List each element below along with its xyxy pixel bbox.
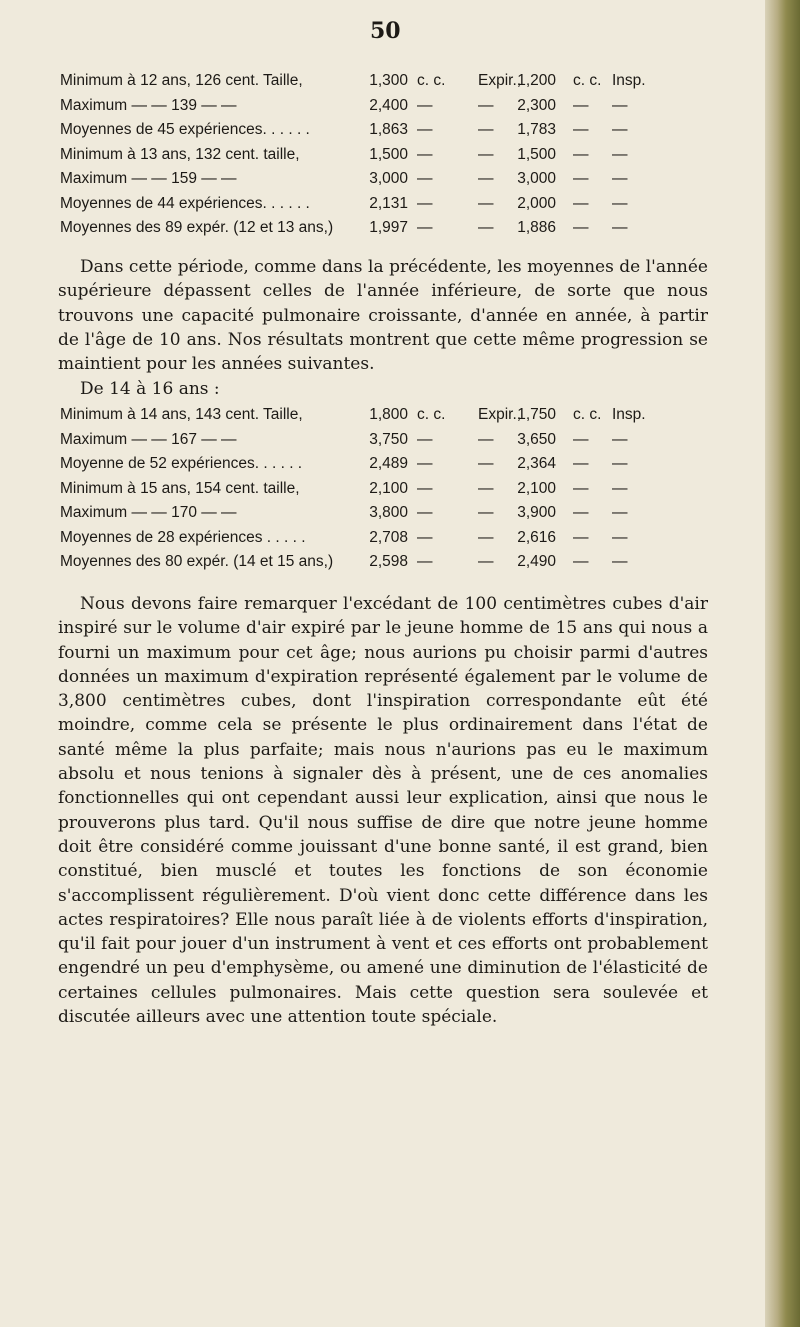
- table-cell-v1: 2,598: [369, 553, 408, 570]
- table-cell-d4: —: [612, 219, 628, 236]
- table-cell-d1: —: [417, 504, 433, 521]
- table-cell-d2: —: [478, 553, 494, 570]
- table-cell-d2: —: [478, 528, 494, 546]
- table-cell-d2: —: [478, 194, 494, 212]
- table-cell-d1: —: [417, 170, 433, 187]
- table-cell-d4: Insp.: [612, 72, 646, 89]
- table-cell-d2: Expir.,: [478, 406, 522, 423]
- table-cell-v2: 1,200: [517, 72, 556, 89]
- measurement-table-12-13: [60, 72, 700, 244]
- table-cell-d4: —: [612, 455, 628, 472]
- table-cell-d3: —: [573, 479, 589, 497]
- table-cell-d4: —: [612, 96, 628, 114]
- table-cell-d3: c. c.: [573, 406, 602, 423]
- table-cell-d3: —: [573, 96, 589, 114]
- table-cell-label: Maximum — — 139 — —: [60, 96, 237, 114]
- table-cell-label: Moyennes de 44 expériences. . . . . .: [60, 194, 310, 212]
- table-cell-v1: 1,500: [369, 145, 408, 163]
- table-cell-d1: —: [417, 455, 433, 472]
- table-cell-v1: 2,400: [369, 96, 408, 114]
- table-cell-label: Maximum — — 159 — —: [60, 170, 237, 187]
- table-cell-v1: 2,489: [369, 455, 408, 472]
- table-cell-d3: —: [573, 121, 589, 138]
- table-cell-d1: —: [417, 528, 433, 546]
- table-cell-d2: —: [478, 430, 494, 448]
- table-row: [60, 455, 700, 480]
- table-cell-v2: 2,616: [517, 528, 556, 546]
- table-cell-d1: —: [417, 121, 433, 138]
- table-cell-v1: 3,750: [369, 430, 408, 448]
- table-row: [60, 146, 700, 171]
- table-cell-d4: —: [612, 121, 628, 138]
- table-cell-v1: 3,000: [369, 170, 408, 187]
- table-cell-v2: 1,500: [517, 145, 556, 163]
- table-cell-v1: 2,100: [369, 479, 408, 497]
- table-cell-d4: —: [612, 553, 628, 570]
- table-cell-d3: —: [573, 219, 589, 236]
- table-cell-d3: —: [573, 170, 589, 187]
- table-cell-label: Maximum — — 167 — —: [60, 430, 237, 448]
- table-cell-label: Moyennes de 28 expériences . . . . .: [60, 528, 306, 546]
- table-cell-d3: —: [573, 430, 589, 448]
- paragraph-anomaly-text: Nous devons faire remarquer l'excédant de 100 centimètres cubes d'air inspiré sur le volume d'air expiré par le jeune homme de 15 ans qui nous a fourni un maximum pour cet âge; nous aurions pu choisir parmi d'autres données un maximum d'expiration représenté également par le volume de 3,800 centimètres cubes, dont l'inspiration correspondante eût été moindre, comme cela se présente le plus ordinairement dans l'état de santé même la plus parfaite; mais nous n'aurions pas eu le maximum absolu et nous tenions à signaler dès à présent, une de ces anomalies fonctionnelles qui ont cependant aussi leur explication, ainsi que nous le prouverons plus tard. Qu'il nous suffise de dire que notre jeune homme doit être considéré comme jouissant d'une bonne santé, il est grand, bien constitué, bien musclé et toutes les fonctions de son économie s'accomplissent régulièrement. D'où vient donc cette différence dans les actes respiratoires? Elle nous paraît liée à de violents efforts d'inspiration, qu'il fait pour jouer d'un instrument à vent et ces efforts ont probablement engendré un peu d'emphysème, ou amené une diminution de l'élasticité de certaines cellules pulmonaires. Mais cette question sera soulevée et discutée ailleurs avec une attention toute spéciale.: [58, 594, 708, 1028]
- table-cell-v2: 3,900: [517, 504, 556, 521]
- table-cell-d3: —: [573, 528, 589, 546]
- page-number: 50: [370, 18, 401, 44]
- table-cell-d4: —: [612, 194, 628, 212]
- table-cell-d2: —: [478, 96, 494, 114]
- paragraph-progression: [58, 255, 708, 376]
- table-cell-d1: —: [417, 194, 433, 212]
- page-edge-shadow: [765, 0, 800, 1327]
- table-row: [60, 480, 700, 505]
- table-cell-v2: 1,783: [517, 121, 556, 138]
- table-cell-d2: —: [478, 455, 494, 472]
- table-row: [60, 504, 700, 529]
- table-cell-d4: —: [612, 528, 628, 546]
- table-cell-v1: 1,300: [369, 72, 408, 89]
- table-cell-d1: c. c.: [417, 72, 446, 89]
- table-cell-label: Moyennes des 89 expér. (12 et 13 ans,): [60, 219, 334, 236]
- table-row: [60, 97, 700, 122]
- table-cell-d2: Expir.,: [478, 72, 522, 89]
- table-cell-d3: —: [573, 455, 589, 472]
- table-cell-d3: —: [573, 504, 589, 521]
- table-cell-v2: 2,300: [517, 96, 556, 114]
- table-cell-label: Minimum à 12 ans, 126 cent. Taille,: [60, 72, 303, 89]
- table-cell-d3: c. c.: [573, 72, 602, 89]
- table-cell-label: Minimum à 14 ans, 143 cent. Taille,: [60, 406, 303, 423]
- table-cell-v2: 3,650: [517, 430, 556, 448]
- table-cell-v2: 3,000: [517, 170, 556, 187]
- table-cell-v2: 1,886: [517, 219, 556, 236]
- table-cell-v1: 3,800: [369, 504, 408, 521]
- table-cell-v2: 2,100: [517, 479, 556, 497]
- table-cell-v1: 2,131: [369, 194, 408, 212]
- table-cell-v2: 2,490: [517, 553, 556, 570]
- table-cell-v2: 1,750: [517, 406, 556, 423]
- table-row: [60, 170, 700, 195]
- table-cell-d3: —: [573, 194, 589, 212]
- table-cell-d4: —: [612, 479, 628, 497]
- table-cell-d1: —: [417, 553, 433, 570]
- measurement-table-14-16: [60, 406, 700, 578]
- table-cell-label: Moyennes des 80 expér. (14 et 15 ans,): [60, 553, 334, 570]
- table-cell-v1: 1,863: [369, 121, 408, 138]
- table-cell-v2: 2,364: [517, 455, 556, 472]
- paragraph-anomaly: [58, 592, 708, 1029]
- table-row: [60, 553, 700, 578]
- table-row: [60, 121, 700, 146]
- table-cell-label: Maximum — — 170 — —: [60, 504, 237, 521]
- table-cell-d3: —: [573, 553, 589, 570]
- table-cell-v2: 2,000: [517, 194, 556, 212]
- table-row: [60, 529, 700, 554]
- table-cell-d1: —: [417, 430, 433, 448]
- table-cell-label: Minimum à 13 ans, 132 cent. taille,: [60, 145, 300, 163]
- table-row: [60, 195, 700, 220]
- table-cell-d1: —: [417, 479, 433, 497]
- table-row: [60, 219, 700, 244]
- table-cell-d3: —: [573, 145, 589, 163]
- table-cell-d2: —: [478, 504, 494, 521]
- subheading-14-16: De 14 à 16 ans :: [80, 379, 220, 399]
- table-row: [60, 72, 700, 97]
- table-cell-d2: —: [478, 170, 494, 187]
- paragraph-progression-text: Dans cette période, comme dans la précédente, les moyennes de l'année supérieure dépassent celles de l'année inférieure, de sorte que nous trouvons une capacité pulmonaire croissante, d'année en année, à partir de l'âge de 10 ans. Nos résultats montrent que cette même progression se maintient pour les années suivantes.: [58, 257, 708, 375]
- table-cell-v1: 1,800: [369, 406, 408, 423]
- table-cell-v1: 2,708: [369, 528, 408, 546]
- table-cell-d1: —: [417, 219, 433, 236]
- table-cell-d1: —: [417, 145, 433, 163]
- table-cell-d2: —: [478, 145, 494, 163]
- table-row: [60, 431, 700, 456]
- table-cell-d2: —: [478, 219, 494, 236]
- table-cell-label: Moyenne de 52 expériences. . . . . .: [60, 455, 303, 472]
- table-cell-d4: —: [612, 145, 628, 163]
- table-row: [60, 406, 700, 431]
- table-cell-v1: 1,997: [369, 219, 408, 236]
- table-cell-label: Moyennes de 45 expériences. . . . . .: [60, 121, 310, 138]
- table-cell-d1: c. c.: [417, 406, 446, 423]
- table-cell-d4: Insp.: [612, 406, 646, 423]
- table-cell-d1: —: [417, 96, 433, 114]
- table-cell-d4: —: [612, 504, 628, 521]
- table-cell-d2: —: [478, 479, 494, 497]
- table-cell-d4: —: [612, 170, 628, 187]
- table-cell-d2: —: [478, 121, 494, 138]
- table-cell-d4: —: [612, 430, 628, 448]
- table-cell-label: Minimum à 15 ans, 154 cent. taille,: [60, 479, 300, 497]
